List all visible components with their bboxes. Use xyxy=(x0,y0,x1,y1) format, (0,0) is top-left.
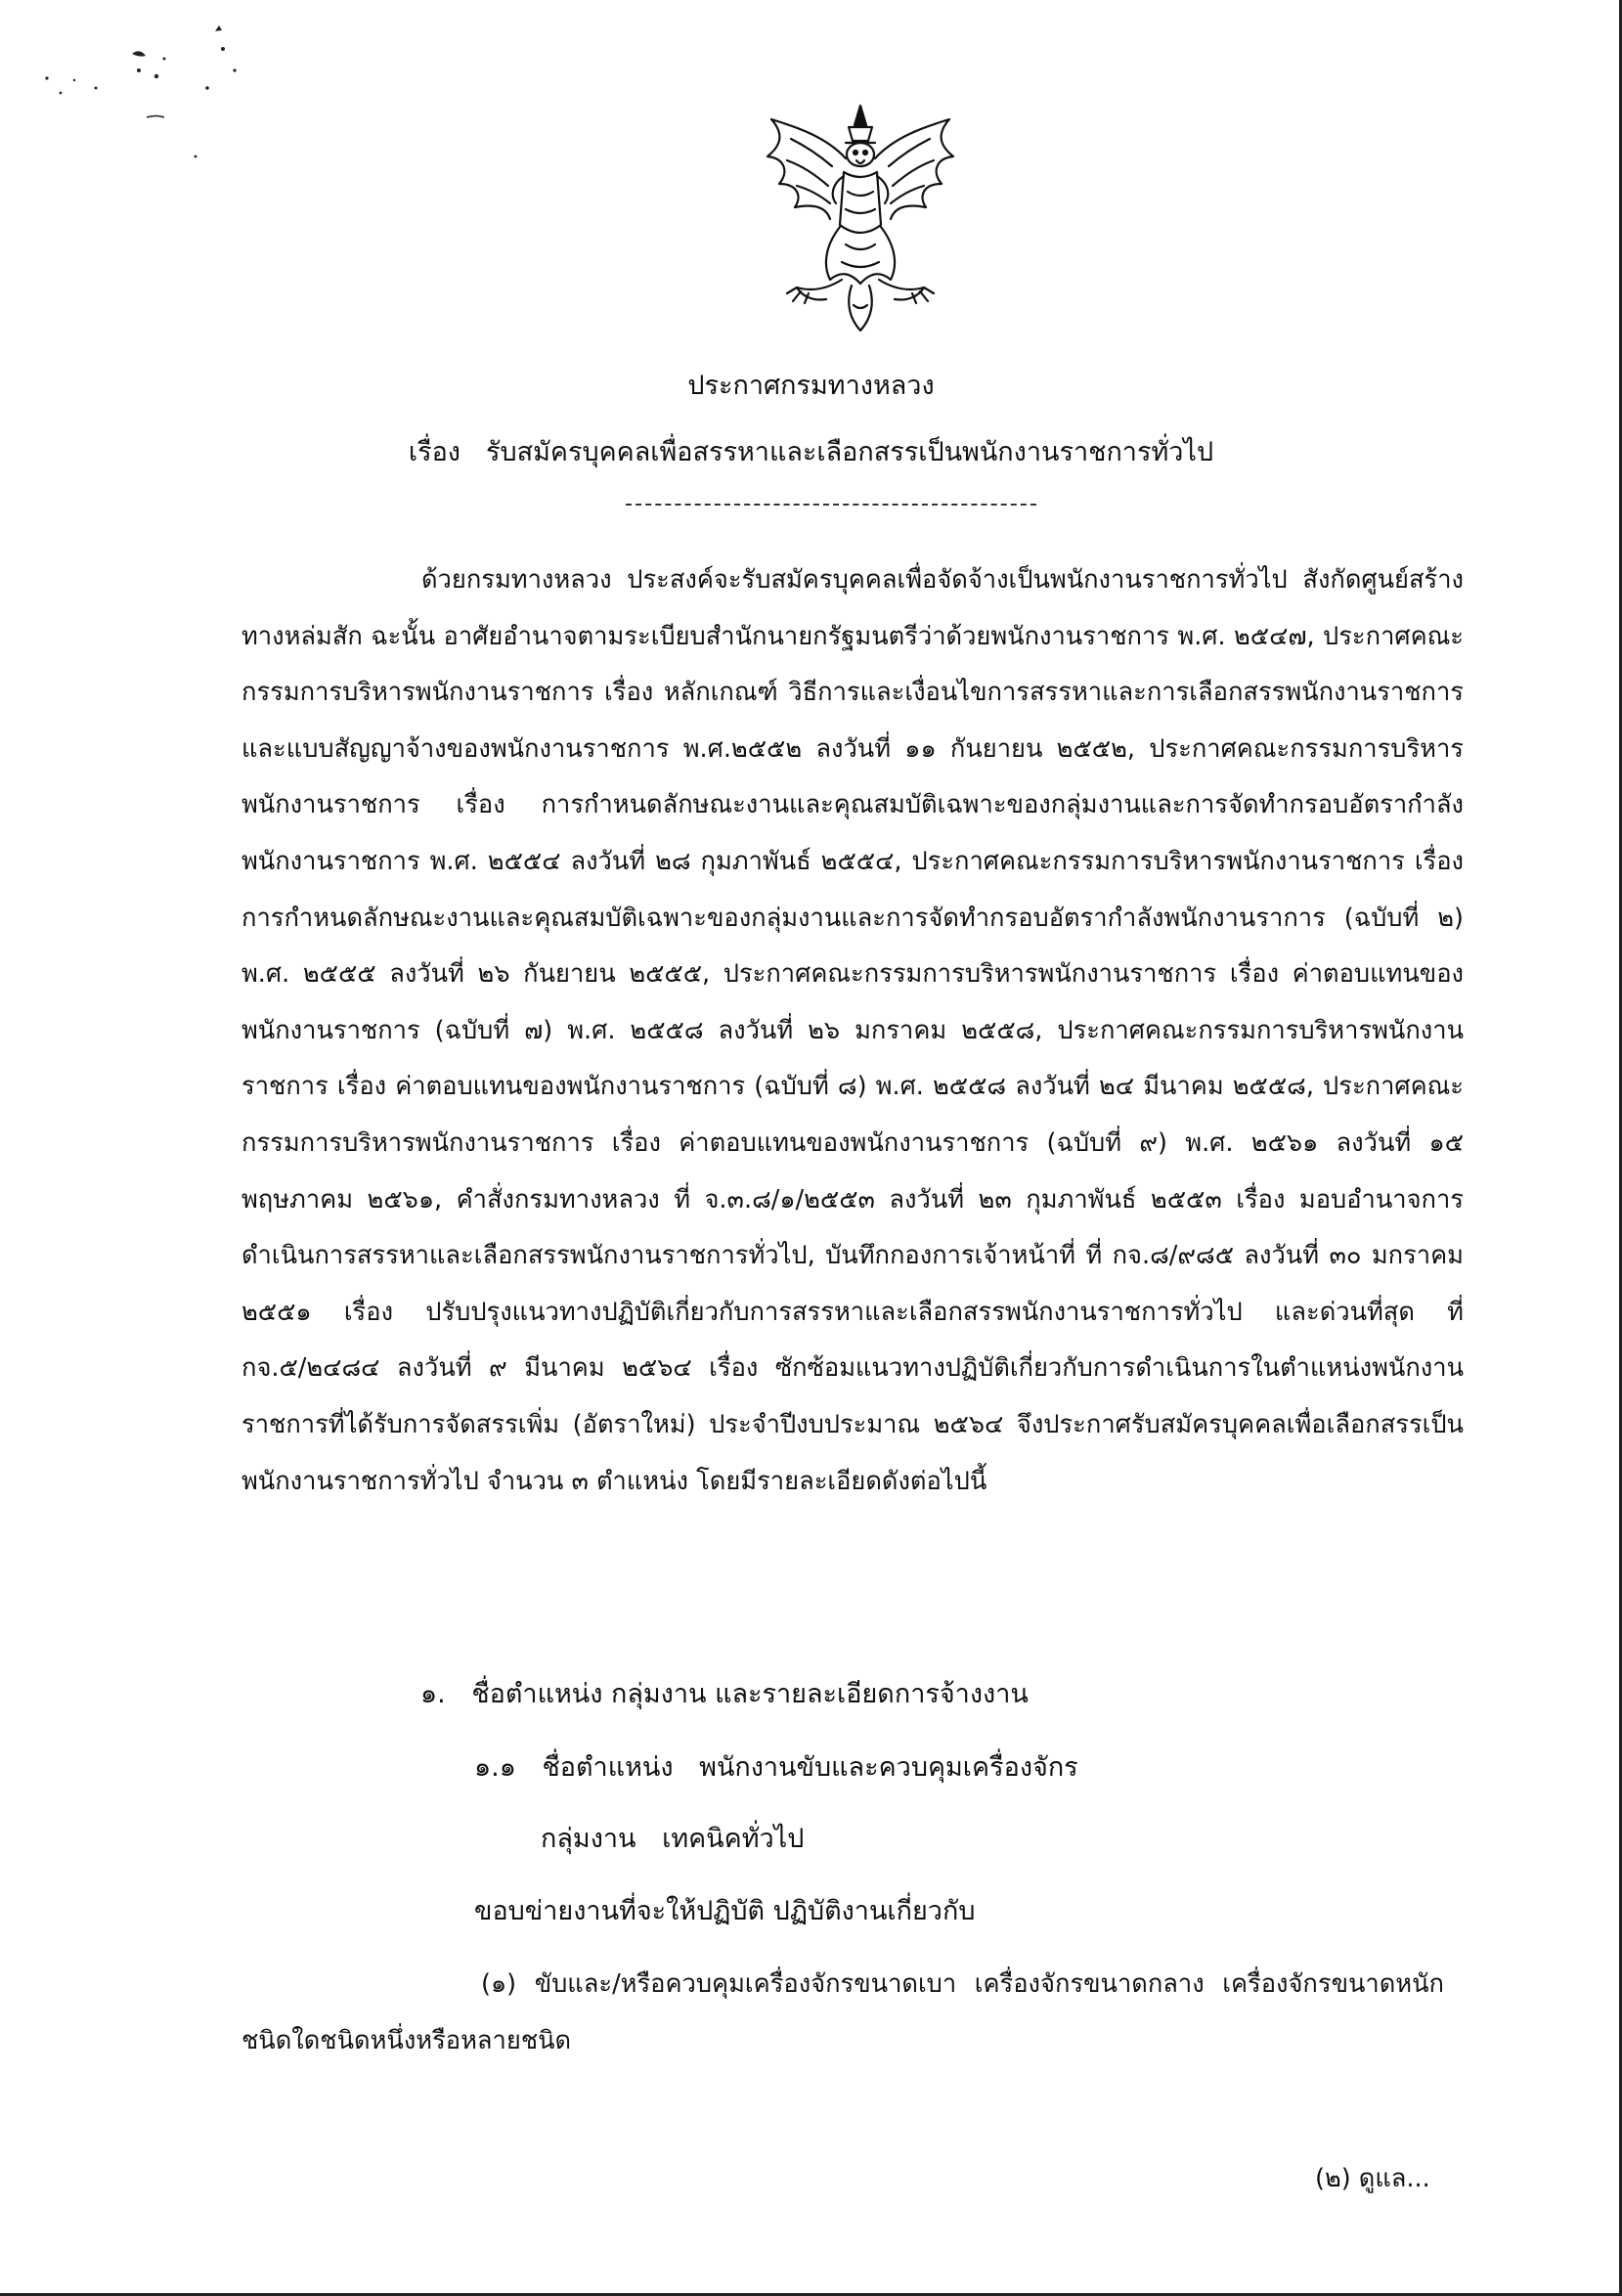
work-group-value: เทคนิคทั่วไป xyxy=(662,1824,805,1854)
subject-label: เรื่อง xyxy=(408,437,460,467)
document-title: ประกาศกรมทางหลวง xyxy=(687,371,935,401)
work-group-label: กลุ่มงาน xyxy=(541,1824,636,1854)
duty-item-1-number: (๑) xyxy=(481,1969,517,1999)
continued-on-next-page: (๒) ดูแล... xyxy=(1315,2164,1430,2193)
duty-item-1-text: ขับและ/หรือควบคุมเครื่องจักรขนาดเบา เครื่องจักรขนาดกลาง เครื่องจักรขนาดหนัก ชนิดใดชนิดหนึ่งหรือหลายชนิด xyxy=(241,1969,1444,2055)
section-1-number: ๑. xyxy=(420,1679,446,1709)
garuda-emblem-icon xyxy=(758,98,963,337)
section-1-heading xyxy=(420,1672,1029,1714)
work-group-line xyxy=(541,1817,804,1859)
duty-item-1 xyxy=(241,1956,1444,2069)
scan-noise-specks xyxy=(39,20,274,166)
subject-text: รับสมัครบุคคลเพื่อสรรหาและเลือกสรรเป็นพนักงานราชการทั่วไป xyxy=(485,437,1214,467)
section-1-1-number: ๑.๑ xyxy=(474,1752,516,1783)
position-name: พนักงานขับและควบคุมเครื่องจักร xyxy=(699,1752,1078,1783)
dashed-divider xyxy=(626,504,1036,506)
scope-heading: ขอบข่ายงานที่จะให้ปฏิบัติ ปฏิบัติงานเกี่ยวกับ xyxy=(474,1896,976,1926)
section-1-title: ชื่อตำแหน่ง กลุ่มงาน และรายละเอียดการจ้างงาน xyxy=(471,1679,1029,1709)
subject-line xyxy=(0,430,1622,472)
position-label: ชื่อตำแหน่ง xyxy=(542,1752,674,1783)
section-1-1-heading xyxy=(474,1745,1078,1788)
body-paragraph: ด้วยกรมทางหลวง ประสงค์จะรับสมัครบุคคลเพื่อจัดจ้างเป็นพนักงานราชการทั่วไป สังกัดศูนย์สร้างทางหล่มสัก ฉะนั้น อาศัยอำนาจตามระเบียบสำนักนายกรัฐมนตรีว่าด้วยพนักงานราชการ พ.ศ. ๒๕๔๗, ประกาศคณะกรรมการบริหารพนักงานราชการ เรื่อง หลักเกณฑ์ วิธีการและเงื่อนไขการสรรหาและการเลือกสรรพนักงานราชการ และแบบสัญญาจ้างของพนักงานราชการ พ.ศ.๒๕๕๒ ลงวันที่ ๑๑ กันยายน ๒๕๕๒, ประกาศคณะกรรมการบริหารพนักงานราชการ เรื่อง การกำหนดลักษณะงานและคุณสมบัติเฉพาะของกลุ่มงานและการจัดทำกรอบอัตรากำลังพนักงานราชการ พ.ศ. ๒๕๕๔ ลงวันที่ ๒๘ กุมภาพันธ์ ๒๕๕๔, ประกาศคณะกรรมการบริหารพนักงานราชการ เรื่อง การกำหนดลักษณะงานและคุณสมบัติเฉพาะของกลุ่มงานและการจัดทำกรอบอัตรากำลังพนักงานราการ (ฉบับที่ ๒) พ.ศ. ๒๕๕๕ ลงวันที่ ๒๖ กันยายน ๒๕๕๕, ประกาศคณะกรรมการบริหารพนักงานราชการ เรื่อง ค่าตอบแทนของพนักงานราชการ (ฉบับที่ ๗) พ.ศ. ๒๕๕๘ ลงวันที่ ๒๖ มกราคม ๒๕๕๘, ประกาศคณะกรรมการบริหารพนักงานราชการ เรื่อง ค่าตอบแทนของพนักงานราชการ (ฉบับที่ ๘) พ.ศ. ๒๕๕๘ ลงวันที่ ๒๔ มีนาคม ๒๕๕๘, ประกาศคณะกรรมการบริหารพนักงานราชการ เรื่อง ค่าตอบแทนของพนักงานราชการ (ฉบับที่ ๙) พ.ศ. ๒๕๖๑ ลงวันที่ ๑๕ พฤษภาคม ๒๕๖๑, คำสั่งกรมทางหลวง ที่ จ.๓.๘/๑/๒๕๕๓ ลงวันที่ ๒๓ กุมภาพันธ์ ๒๕๕๓ เรื่อง มอบอำนาจการดำเนินการสรรหาและเลือกสรรพนักงานราชการทั่วไป, บันทึกกองการเจ้าหน้าที่ ที่ กจ.๘/๙๘๕ ลงวันที่ ๓๐ มกราคม ๒๕๕๑ เรื่อง ปรับปรุงแนวทางปฏิบัติเกี่ยวกับการสรรหาและเลือกสรรพนักงานราชการทั่วไป และด่วนที่สุด ที่ กจ.๕/๒๔๘๔ ลงวันที่ ๙ มีนาคม ๒๕๖๔ เรื่อง ซักซ้อมแนวทางปฏิบัติเกี่ยวกับการดำเนินการในตำแหน่งพนักงานราชการที่ได้รับการจัดสรรเพิ่ม (อัตราใหม่) ประจำปีงบประมาณ ๒๕๖๔ จึงประกาศรับสมัครบุคคลเพื่อเลือกสรรเป็นพนักงานราชการทั่วไป จำนวน ๓ ตำแหน่ง โดยมีรายละเอียดดังต่อไปนี้ xyxy=(241,565,1464,1496)
